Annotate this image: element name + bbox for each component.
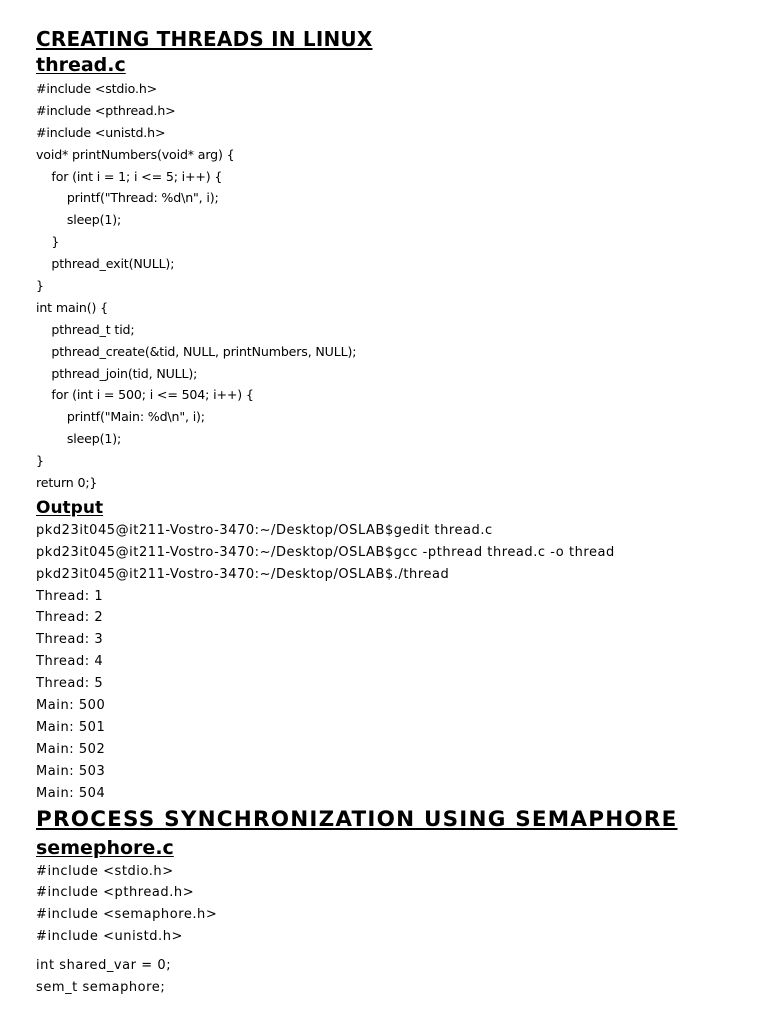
code-line: pthread_exit(NULL); xyxy=(36,256,175,272)
code-line: sleep(1); xyxy=(36,431,122,447)
code-line: #include <pthread.h> xyxy=(36,885,195,901)
code-line: #include <semaphore.h> xyxy=(36,907,218,923)
code-line: int main() { xyxy=(36,299,108,315)
terminal-line: Main: 503 xyxy=(36,763,106,779)
code-line: } xyxy=(36,234,60,250)
code-line: return 0;} xyxy=(36,475,98,491)
code-line: for (int i = 1; i <= 5; i++) { xyxy=(36,168,223,184)
terminal-line: Main: 504 xyxy=(36,785,106,801)
terminal-line: Main: 501 xyxy=(36,719,106,735)
code-line: #include <pthread.h> xyxy=(36,102,176,118)
code-line: sleep(1); xyxy=(36,212,122,228)
output-heading: Output xyxy=(36,497,104,518)
document-page xyxy=(36,26,756,999)
code-line: #include <stdio.h> xyxy=(36,81,158,96)
filename-thread-c: thread.c xyxy=(36,54,126,76)
code-line: sem_t semaphore; xyxy=(36,979,166,995)
code-line: pthread_join(tid, NULL); xyxy=(36,365,198,381)
terminal-line: Thread: 1 xyxy=(36,588,104,604)
terminal-line: Thread: 4 xyxy=(36,654,104,670)
section-title-process-sync: PROCESS SYNCHRONIZATION USING SEMAPHORE xyxy=(36,806,678,832)
terminal-line: Thread: 2 xyxy=(36,610,104,626)
section-title-creating-threads: CREATING THREADS IN LINUX xyxy=(36,27,373,51)
terminal-line: Main: 500 xyxy=(36,698,106,714)
thread-c-code-block xyxy=(36,78,756,494)
code-line: int shared_var = 0; xyxy=(36,958,172,974)
code-line: for (int i = 500; i <= 504; i++) { xyxy=(36,387,254,403)
terminal-line: Thread: 3 xyxy=(36,632,104,648)
code-line: #include <stdio.h> xyxy=(36,863,174,879)
semephore-c-code-block xyxy=(36,861,756,999)
filename-semephore-c: semephore.c xyxy=(36,836,174,859)
code-line: void* printNumbers(void* arg) { xyxy=(36,146,235,162)
code-line: printf("Main: %d\n", i); xyxy=(36,409,205,425)
code-line: pthread_create(&tid, NULL, printNumbers, NULL); xyxy=(36,343,357,359)
terminal-line: pkd23it045@it211-Vostro-3470:~/Desktop/OSLAB$gcc -pthread thread.c -o thread xyxy=(36,544,615,560)
code-line: } xyxy=(36,278,44,294)
terminal-line: Main: 502 xyxy=(36,741,106,757)
code-line: #include <unistd.h> xyxy=(36,929,183,945)
code-line: #include <unistd.h> xyxy=(36,124,166,140)
terminal-output-block xyxy=(36,520,756,805)
terminal-line: Thread: 5 xyxy=(36,676,104,692)
code-line: printf("Thread: %d\n", i); xyxy=(36,190,219,206)
code-line: } xyxy=(36,453,44,469)
terminal-line: pkd23it045@it211-Vostro-3470:~/Desktop/OSLAB$./thread xyxy=(36,566,450,582)
code-line: pthread_t tid; xyxy=(36,321,135,337)
blank-gap xyxy=(36,948,756,955)
terminal-line: pkd23it045@it211-Vostro-3470:~/Desktop/OSLAB$gedit thread.c xyxy=(36,522,493,538)
